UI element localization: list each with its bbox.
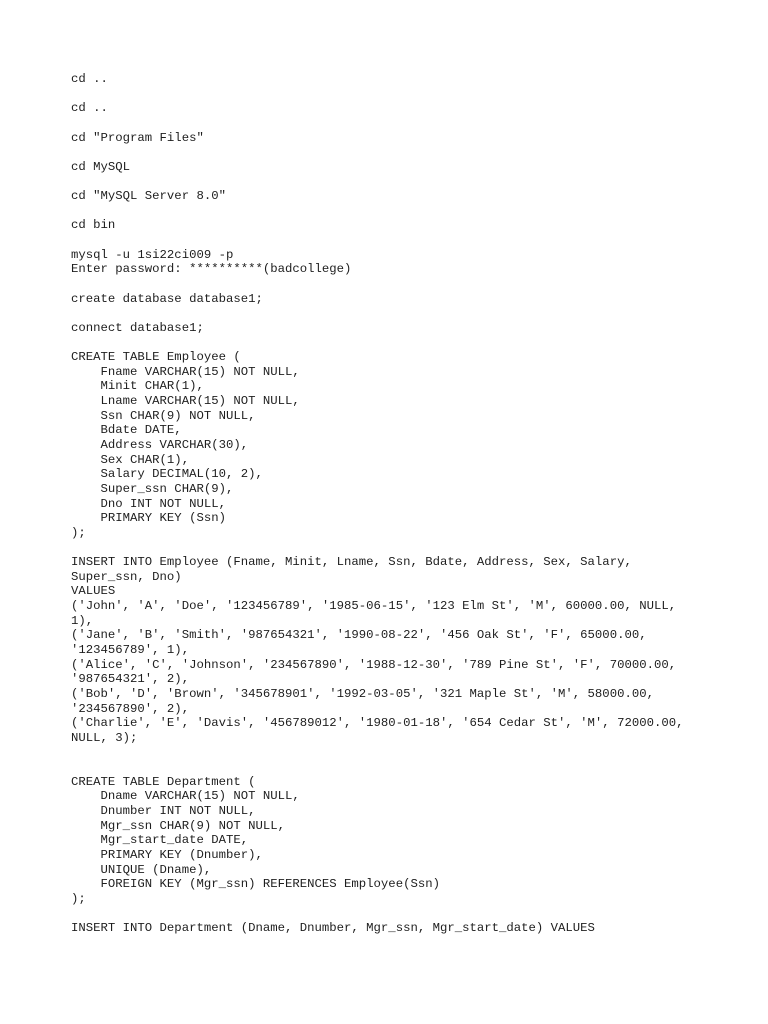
code-line <box>71 116 751 131</box>
code-line <box>71 233 751 248</box>
code-line: Minit CHAR(1), <box>71 379 204 394</box>
code-line: ('Alice', 'C', 'Johnson', '234567890', '1988-12-30', '789 Pine St', 'F', 70000.00, <box>71 657 677 672</box>
code-line: NULL, 3); <box>71 730 138 745</box>
code-line: INSERT INTO Department (Dname, Dnumber, Mgr_ssn, Mgr_start_date) VALUES <box>71 921 595 936</box>
code-line <box>71 277 751 292</box>
code-line: CREATE TABLE Department ( <box>71 774 256 789</box>
code-line: ('Charlie', 'E', 'Davis', '456789012', '1980-01-18', '654 Cedar St', 'M', 72000.00, <box>71 716 684 731</box>
code-line: Ssn CHAR(9) NOT NULL, <box>71 408 256 423</box>
code-line: Mgr_start_date DATE, <box>71 833 249 848</box>
code-line <box>71 87 751 102</box>
code-line: connect database1; <box>71 320 204 335</box>
code-line: cd .. <box>71 72 108 86</box>
code-line: PRIMARY KEY (Dnumber), <box>71 847 263 862</box>
code-line: mysql -u 1si22ci009 -p <box>71 247 234 262</box>
code-line <box>71 745 751 760</box>
code-line: FOREIGN KEY (Mgr_ssn) REFERENCES Employee(Ssn) <box>71 877 440 892</box>
code-line: 1), <box>71 613 94 628</box>
code-line: ('Bob', 'D', 'Brown', '345678901', '1992-03-05', '321 Maple St', 'M', 58000.00, <box>71 686 654 701</box>
code-line: '987654321', 2), <box>71 672 190 687</box>
code-line: PRIMARY KEY (Ssn) <box>71 511 226 526</box>
code-line: Mgr_ssn CHAR(9) NOT NULL, <box>71 818 286 833</box>
code-line: ); <box>71 525 86 540</box>
code-line: '234567890', 2), <box>71 701 190 716</box>
code-line: Address VARCHAR(30), <box>71 438 249 453</box>
code-line <box>71 145 751 160</box>
code-line: Enter password: **********(badcollege) <box>71 262 352 277</box>
code-line: '123456789', 1), <box>71 642 190 657</box>
code-line <box>71 204 751 219</box>
code-line: Sex CHAR(1), <box>71 452 190 467</box>
code-line: Bdate DATE, <box>71 423 182 438</box>
code-line: create database database1; <box>71 291 263 306</box>
code-line: Dno INT NOT NULL, <box>71 496 226 511</box>
code-line: INSERT INTO Employee (Fname, Minit, Lname, Ssn, Bdate, Address, Sex, Salary, <box>71 555 632 570</box>
code-line <box>71 907 751 922</box>
code-line <box>71 174 751 189</box>
code-line: CREATE TABLE Employee ( <box>71 350 241 365</box>
code-listing <box>71 72 751 936</box>
code-line: ('Jane', 'B', 'Smith', '987654321', '1990-08-22', '456 Oak St', 'F', 65000.00, <box>71 628 647 643</box>
code-line: Fname VARCHAR(15) NOT NULL, <box>71 364 300 379</box>
code-line: Salary DECIMAL(10, 2), <box>71 467 263 482</box>
code-line <box>71 336 751 351</box>
code-line <box>71 306 751 321</box>
code-line <box>71 760 751 775</box>
code-line: Super_ssn CHAR(9), <box>71 481 234 496</box>
code-line: Super_ssn, Dno) <box>71 569 182 584</box>
code-line: cd "MySQL Server 8.0" <box>71 189 226 204</box>
code-line: ); <box>71 891 86 906</box>
code-line: Lname VARCHAR(15) NOT NULL, <box>71 394 300 409</box>
code-line: cd "Program Files" <box>71 130 204 145</box>
code-line: Dname VARCHAR(15) NOT NULL, <box>71 789 300 804</box>
code-line: ('John', 'A', 'Doe', '123456789', '1985-06-15', '123 Elm St', 'M', 60000.00, NULL, <box>71 599 677 614</box>
code-line: Dnumber INT NOT NULL, <box>71 804 256 819</box>
code-line: VALUES <box>71 584 116 599</box>
code-line: cd bin <box>71 218 116 233</box>
code-line: cd MySQL <box>71 159 131 174</box>
code-line: cd .. <box>71 101 108 116</box>
code-line: UNIQUE (Dname), <box>71 862 212 877</box>
code-line <box>71 541 751 556</box>
